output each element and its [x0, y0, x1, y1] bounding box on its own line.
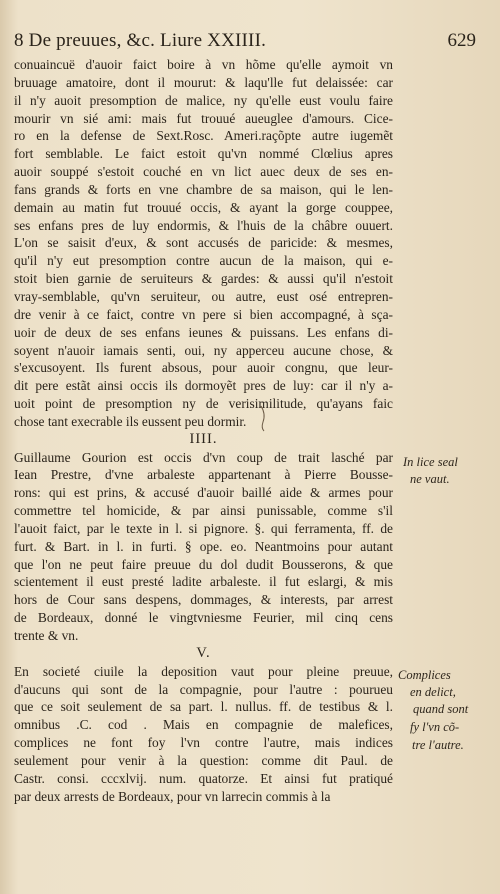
- text-line: omnibus .C. cod . Mais en compagnie de malefices,: [14, 717, 393, 733]
- text-line: l'auoit faict, par le texte in l. si pignore. §. qui ferramenta, ff. de: [14, 520, 393, 536]
- text-line: soyent n'auoir iamais senti, oui, ny apperceu aucune chose, &: [14, 342, 393, 358]
- text-line: rons: qui est prins, & accusé d'auoir baillé aide & armes pour: [14, 485, 393, 501]
- text-line: qu'il n'y eut presomption contre aucun de la maison, qui e-: [14, 253, 393, 269]
- margin-note-line: fy l'vn cõ-: [410, 720, 460, 734]
- text-line: ro en la defense de Sext.Rosc. Ameri.raçõpte autre iugemẽt: [14, 128, 393, 144]
- text-line: d'aucuns qui sont de la compagnie, pour l'autre : pourueu: [14, 681, 393, 697]
- text-line: furt. & Bart. in l. in furti. § ope. eo. Neantmoins pour autant: [14, 538, 393, 554]
- margin-note-line: tre l'autre.: [412, 738, 464, 752]
- running-header: [14, 30, 476, 56]
- text-line: complices ne font foy l'vn contre l'autre, mais indices: [14, 735, 393, 751]
- paragraph-clodius-case: [14, 56, 393, 431]
- text-line: Guillaume Gourion est occis d'vn coup de trait lasché par: [14, 449, 393, 465]
- margin-note-line: quand sont: [413, 702, 469, 716]
- text-line: dre venir à ce faict, contre vn pere si bien accompagné, à sça-: [14, 306, 393, 322]
- text-line: auoir souppé s'estoit couché en vn lict auec deux de ses en-: [14, 164, 393, 180]
- text-line: par deux arrests de Bordeaux, pour vn larrecin commis à la: [14, 788, 331, 804]
- text-line: hors de Cour sans despens, dommages, & interests, par arrest: [14, 592, 393, 608]
- text-line: stoit bien garnie de seruiteurs & gardes: & aussi qu'il n'estoit: [14, 271, 393, 287]
- text-line: de Bordeaux, donné le vingtvniesme Feurier, mil cinq cens: [14, 610, 393, 626]
- margin-note-line: ne vaut.: [410, 472, 450, 486]
- text-line: vray-semblable, qu'vn seruiteur, ou autre, eust osé entrepren-: [14, 288, 393, 304]
- section-heading-iiii: IIII.: [189, 430, 218, 447]
- text-line: En societé ciuile la deposition vaut pour pleine preuue,: [14, 663, 393, 679]
- text-line: mourir vn sié ami: mais fut trouué aueuglee d'amours. Cice-: [14, 110, 393, 126]
- text-line: seulement pour venir à la question: comme dit Paul. de: [14, 752, 393, 768]
- text-line: uoir de deux de ses enfans ieunes & puissans. Les enfans di-: [14, 324, 393, 340]
- page-number: 629: [447, 30, 476, 51]
- paragraph-gourion-case: [14, 449, 393, 645]
- text-line: que ce soit seulement de sa part. l. nullus. ff. de testibus & l.: [14, 699, 393, 715]
- text-line: ses enfans pres de luy endormis, & l'huis de la châbre ouuert.: [14, 217, 393, 233]
- text-line: scientement il eust presté ladite arbaleste. il fut eslargi, & mis: [14, 574, 393, 590]
- margin-note-line: In lice seal: [403, 455, 458, 469]
- text-line: uoit point de presomption ny de verisimilitude, qu'ayans faic: [14, 396, 393, 412]
- text-line: conuaincuë d'auoir faict boire à vn hõme qu'elle aymoit vn: [14, 57, 393, 72]
- running-title: 8 De preuues, &c. Liure XXIIII.: [14, 30, 267, 51]
- text-line: demain au matin fut trouué occis, & ayant la gorge couppee,: [14, 199, 393, 215]
- margin-note-line: en delict,: [410, 685, 456, 699]
- text-line: trente & vn.: [14, 628, 79, 643]
- text-line: dit pere estãt ainsi occis ils dormoyẽt pres de luy: car il n'y a-: [14, 378, 393, 394]
- pen-mark-icon: [258, 404, 268, 432]
- body-text: [14, 56, 393, 805]
- text-line: chose tant execrable ils eussent peu dormir.: [14, 413, 247, 429]
- text-line: Iean Prestre, d'vne arbaleste appartenant à Pierre Bousse-: [14, 467, 393, 483]
- text-line: s'excusoyent. Ils furent absous, pour auoir congnu, que leur-: [14, 360, 393, 376]
- text-line: fort semblable. Le faict estoit qu'vn nommé Clœlius apres: [14, 146, 393, 162]
- section-heading-v: V.: [196, 644, 211, 661]
- text-line: bruuage amatoire, dont il mourut: & laqu'lle fut delaissée: car: [14, 74, 393, 90]
- text-line: il n'y auoit presomption de malice, ny qu'elle eust voulu faire: [14, 92, 393, 108]
- text-line: commettre tel homicide, & par ainsi punissable, comme s'il: [14, 503, 393, 519]
- margin-note-line: Complices: [398, 668, 451, 682]
- text-line: L'on se saisit d'eux, & sont accusés de paricide: & mesmes,: [14, 235, 393, 251]
- text-line: Castr. consi. cccxlvij. num. quatorze. Et ainsi fut pratiqué: [14, 770, 393, 786]
- text-line: que l'on ne peut faire preuue du dol dudit Bousserons, & que: [14, 556, 393, 572]
- text-line: fans grands & forts en vne chambre de sa maison, qui le len-: [14, 181, 393, 197]
- paragraph-civil-society: [14, 663, 393, 806]
